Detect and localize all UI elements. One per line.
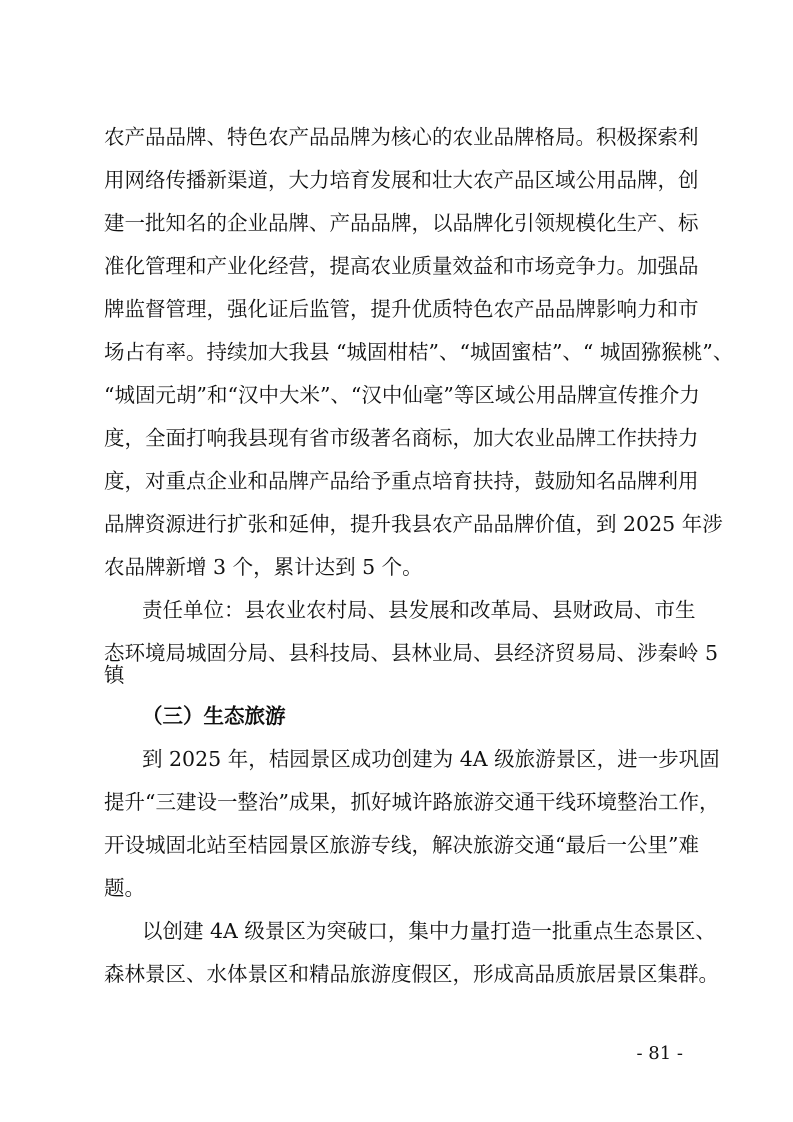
paragraph-line: 用网络传播新渠道，大力培育发展和壮大农产品区域公用品牌，创	[104, 168, 699, 192]
section-heading: （三）生态旅游	[142, 704, 286, 728]
paragraph-line: 开设城固北站至桔园景区旅游专线，解决旅游交通“最后一公里”难	[104, 833, 699, 857]
paragraph-line: 品牌资源进行扩张和延伸，提升我县农产品品牌价值，到 2025 年涉	[104, 512, 723, 536]
paragraph-line: 以创建 4A 级景区为突破口，集中力量打造一批重点生态景区、	[142, 919, 716, 943]
page-number: - 81 -	[636, 1043, 683, 1064]
paragraph-line: 牌监督管理，强化证后监管，提升优质特色农产品品牌影响力和市	[104, 297, 699, 321]
responsibility-line: 镇	[104, 663, 125, 687]
paragraph-line: 度，全面打响我县现有省市级著名商标，加大农业品牌工作扶持力	[104, 426, 699, 450]
paragraph-line: 度，对重点企业和品牌产品给予重点培育扶持，鼓励知名品牌利用	[104, 469, 699, 493]
responsibility-line: 责任单位：县农业农村局、县发展和改革局、县财政局、市生	[142, 598, 696, 622]
paragraph-line: 提升“三建设一整治”成果，抓好城许路旅游交通干线环境整治工作，	[104, 790, 720, 814]
paragraph-line: 森林景区、水体景区和精品旅游度假区，形成高品质旅居景区集群。	[104, 962, 719, 986]
paragraph-line: 农品牌新增 3 个，累计达到 5 个。	[104, 555, 423, 579]
paragraph-line: 建一批知名的企业品牌、产品品牌，以品牌化引领规模化生产、标	[104, 211, 699, 235]
paragraph-line: 场占有率。持续加大我县 “城固柑桔”、“城固蜜桔”、“ 城固猕猴桃”、	[104, 340, 734, 364]
paragraph-line: 题。	[104, 876, 145, 900]
paragraph-line: 到 2025 年，桔园景区成功创建为 4A 级旅游景区，进一步巩固	[142, 747, 720, 771]
paragraph-line: “城固元胡”和“汉中大米”、“汉中仙毫”等区域公用品牌宣传推介力	[104, 383, 700, 407]
paragraph-line: 农产品品牌、特色农产品品牌为核心的农业品牌格局。积极探索利	[104, 125, 699, 149]
paragraph-line: 准化管理和产业化经营，提高农业质量效益和市场竞争力。加强品	[104, 254, 699, 278]
responsibility-line: 态环境局城固分局、县科技局、县林业局、县经济贸易局、涉秦岭 5	[104, 641, 719, 665]
